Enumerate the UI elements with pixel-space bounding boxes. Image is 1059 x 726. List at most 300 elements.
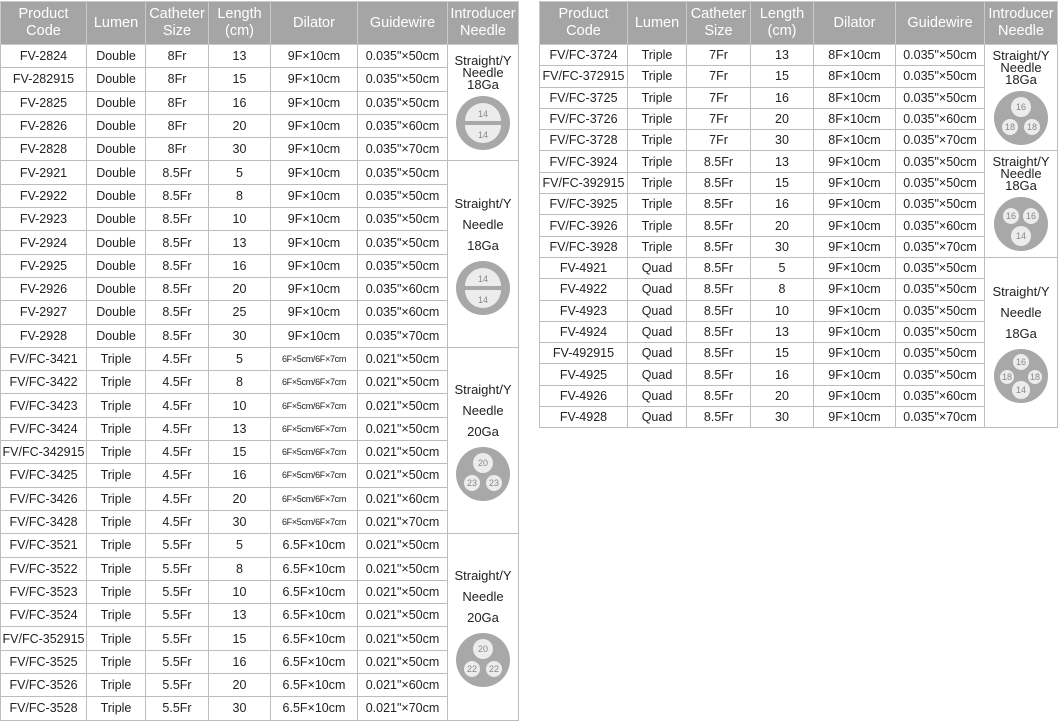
needle-label-line: Straight/Y	[454, 195, 512, 211]
cell-product-code: FV-4928	[540, 407, 628, 428]
lumen-gauge-label: 23	[466, 478, 478, 489]
cell-product-code: FV/FC-3925	[540, 194, 628, 215]
cell-dilator: 9F×10cm	[271, 208, 358, 231]
cell-lumen: Quad	[628, 407, 687, 428]
cell-length: 20	[751, 215, 814, 236]
cell-lumen: Double	[87, 68, 146, 91]
table-row	[1, 371, 519, 394]
cell-catheter-size: 8.5Fr	[146, 231, 209, 254]
cell-product-code: FV-2826	[1, 114, 87, 137]
cell-guidewire: 0.021"×60cm	[358, 674, 448, 697]
cell-product-code: FV/FC-342915	[1, 441, 87, 464]
cell-dilator: 6F×5cm/6F×7cm	[271, 441, 358, 464]
cell-dilator: 9F×10cm	[814, 172, 896, 193]
cell-length: 8	[209, 184, 271, 207]
needle-label	[448, 379, 518, 442]
cell-product-code: FV/FC-3426	[1, 487, 87, 510]
cell-guidewire: 0.035"×50cm	[358, 68, 448, 91]
cell-guidewire: 0.021"×50cm	[358, 534, 448, 557]
table-row	[540, 194, 1058, 215]
cell-lumen: Triple	[628, 236, 687, 257]
table-body	[540, 45, 1058, 428]
table-header	[1, 2, 519, 45]
cell-dilator: 6.5F×10cm	[271, 627, 358, 650]
cell-guidewire: 0.021"×50cm	[358, 604, 448, 627]
cell-length: 15	[209, 441, 271, 464]
table-row	[1, 697, 519, 720]
header-row	[1, 2, 519, 45]
cell-guidewire: 0.035"×50cm	[358, 184, 448, 207]
column-header-dilator	[814, 2, 896, 45]
cell-guidewire: 0.021"×50cm	[358, 580, 448, 603]
cell-length: 20	[209, 487, 271, 510]
cell-lumen: Double	[87, 161, 146, 184]
column-header-needle	[985, 2, 1058, 45]
cell-catheter-size: 8.5Fr	[687, 300, 751, 321]
cell-dilator: 9F×10cm	[814, 407, 896, 428]
triple-lumen-icon	[455, 632, 511, 688]
cell-lumen: Double	[87, 231, 146, 254]
cell-catheter-size: 7Fr	[687, 130, 751, 151]
cell-dilator: 9F×10cm	[271, 161, 358, 184]
cell-guidewire: 0.035"×50cm	[896, 300, 985, 321]
introducer-needle-cell	[448, 45, 519, 161]
cell-lumen: Quad	[628, 321, 687, 342]
table-row	[540, 66, 1058, 87]
cell-length: 15	[209, 68, 271, 91]
cell-dilator: 6.5F×10cm	[271, 604, 358, 627]
lumen-gauge-label: 18	[1029, 372, 1041, 383]
cell-catheter-size: 8Fr	[146, 114, 209, 137]
needle-label-line: Needle	[462, 216, 504, 232]
cell-lumen: Triple	[628, 45, 687, 66]
cell-length: 13	[209, 604, 271, 627]
cell-lumen: Double	[87, 45, 146, 68]
cell-length: 5	[751, 257, 814, 278]
cell-catheter-size: 4.5Fr	[146, 441, 209, 464]
cell-product-code: FV/FC-3525	[1, 650, 87, 673]
header-label: Lumen	[93, 14, 139, 31]
table-row	[540, 407, 1058, 428]
table-row	[1, 254, 519, 277]
cell-length: 5	[209, 161, 271, 184]
table-row	[540, 215, 1058, 236]
cell-lumen: Quad	[628, 300, 687, 321]
cell-length: 16	[751, 87, 814, 108]
cell-catheter-size: 8.5Fr	[687, 194, 751, 215]
cell-guidewire: 0.035"×60cm	[358, 301, 448, 324]
triple-lumen-icon	[993, 90, 1049, 146]
cell-product-code: FV-4921	[540, 257, 628, 278]
cell-lumen: Double	[87, 138, 146, 161]
lumen-gauge-label: 16	[1025, 211, 1037, 222]
cell-catheter-size: 8.5Fr	[146, 301, 209, 324]
lumen-gauge-label: 20	[477, 458, 489, 469]
cell-product-code: FV/FC-3724	[540, 45, 628, 66]
table-row	[1, 114, 519, 137]
cell-guidewire: 0.035"×60cm	[896, 215, 985, 236]
cell-product-code: FV-2928	[1, 324, 87, 347]
cell-length: 20	[209, 277, 271, 300]
cell-dilator: 9F×10cm	[271, 254, 358, 277]
table-row	[540, 172, 1058, 193]
cell-length: 10	[209, 394, 271, 417]
table-row	[540, 257, 1058, 278]
table-row	[1, 510, 519, 533]
cell-dilator: 9F×10cm	[814, 385, 896, 406]
cell-lumen: Double	[87, 324, 146, 347]
cell-guidewire: 0.035"×60cm	[358, 114, 448, 137]
cell-length: 20	[209, 674, 271, 697]
table-row	[1, 557, 519, 580]
cell-product-code: FV/FC-3926	[540, 215, 628, 236]
cell-catheter-size: 7Fr	[687, 45, 751, 66]
table-row	[540, 300, 1058, 321]
cell-catheter-size: 5.5Fr	[146, 580, 209, 603]
lumen-gauge-label: 18	[1004, 121, 1016, 132]
needle-label	[985, 281, 1057, 344]
cell-dilator: 6.5F×10cm	[271, 580, 358, 603]
cell-length: 13	[751, 45, 814, 66]
cell-dilator: 9F×10cm	[271, 231, 358, 254]
cell-dilator: 9F×10cm	[814, 321, 896, 342]
cell-length: 10	[209, 208, 271, 231]
table-row	[540, 364, 1058, 385]
lumen-gauge-label: 22	[488, 664, 500, 675]
cell-guidewire: 0.035"×70cm	[358, 138, 448, 161]
cell-guidewire: 0.035"×50cm	[358, 208, 448, 231]
cell-product-code: FV/FC-3521	[1, 534, 87, 557]
cell-product-code: FV-2924	[1, 231, 87, 254]
cell-dilator: 9F×10cm	[814, 236, 896, 257]
product-spec-table-left	[0, 1, 519, 721]
cell-dilator: 9F×10cm	[814, 257, 896, 278]
cell-guidewire: 0.035"×50cm	[358, 45, 448, 68]
needle-label-line: 20Ga	[467, 610, 499, 626]
cell-lumen: Triple	[87, 510, 146, 533]
cell-lumen: Quad	[628, 364, 687, 385]
column-header-length	[209, 2, 271, 45]
header-row	[540, 2, 1058, 45]
cell-length: 16	[209, 91, 271, 114]
cell-guidewire: 0.035"×50cm	[358, 91, 448, 114]
cell-product-code: FV-4923	[540, 300, 628, 321]
cell-dilator: 6F×5cm/6F×7cm	[271, 394, 358, 417]
cell-product-code: FV/FC-3522	[1, 557, 87, 580]
cell-lumen: Triple	[87, 347, 146, 370]
cell-lumen: Triple	[87, 650, 146, 673]
cell-guidewire: 0.035"×50cm	[896, 364, 985, 385]
cell-product-code: FV/FC-3728	[540, 130, 628, 151]
cell-guidewire: 0.021"×50cm	[358, 417, 448, 440]
needle-label	[985, 156, 1057, 192]
needle-label-line: Straight/Y	[454, 52, 512, 68]
cell-guidewire: 0.035"×60cm	[358, 277, 448, 300]
cell-dilator: 9F×10cm	[271, 277, 358, 300]
cell-product-code: FV/FC-3422	[1, 371, 87, 394]
table-row	[1, 394, 519, 417]
column-header-lumen	[628, 2, 687, 45]
cell-length: 20	[751, 385, 814, 406]
cell-catheter-size: 5.5Fr	[146, 650, 209, 673]
cell-guidewire: 0.035"×50cm	[896, 45, 985, 66]
cell-product-code: FV-282915	[1, 68, 87, 91]
introducer-needle-cell	[448, 161, 519, 347]
column-header-dilator	[271, 2, 358, 45]
header-label: Code	[26, 23, 61, 39]
cell-lumen: Triple	[87, 464, 146, 487]
cell-lumen: Triple	[87, 674, 146, 697]
cell-lumen: Quad	[628, 343, 687, 364]
cell-guidewire: 0.035"×60cm	[896, 385, 985, 406]
table-row	[540, 108, 1058, 129]
header-label: Lumen	[634, 14, 680, 31]
cell-catheter-size: 4.5Fr	[146, 510, 209, 533]
cell-length: 30	[209, 324, 271, 347]
cell-lumen: Double	[87, 277, 146, 300]
table-row	[1, 161, 519, 184]
cell-guidewire: 0.035"×60cm	[896, 108, 985, 129]
column-header-needle	[448, 2, 519, 45]
table-row	[1, 604, 519, 627]
cell-product-code: FV/FC-3423	[1, 394, 87, 417]
cell-length: 20	[209, 114, 271, 137]
header-label: Needle	[460, 23, 506, 39]
triple-lumen-icon	[993, 348, 1049, 404]
table-row	[1, 231, 519, 254]
table-row	[1, 674, 519, 697]
cell-length: 30	[209, 138, 271, 161]
cell-length: 16	[209, 464, 271, 487]
table-row	[1, 324, 519, 347]
double-lumen-icon	[455, 260, 511, 316]
cell-product-code: FV-4922	[540, 279, 628, 300]
table-body	[1, 45, 519, 721]
cell-guidewire: 0.035"×70cm	[358, 324, 448, 347]
table-row	[1, 68, 519, 91]
table-row	[1, 184, 519, 207]
cell-catheter-size: 8.5Fr	[146, 161, 209, 184]
needle-label-line: Straight/Y	[454, 382, 512, 398]
needle-label-line: Needle	[462, 64, 504, 80]
cell-lumen: Triple	[87, 580, 146, 603]
header-label: (cm)	[767, 23, 797, 39]
table-row	[1, 487, 519, 510]
cell-lumen: Triple	[628, 215, 687, 236]
cell-catheter-size: 7Fr	[687, 87, 751, 108]
cell-lumen: Triple	[87, 441, 146, 464]
cell-lumen: Triple	[87, 604, 146, 627]
cell-product-code: FV/FC-3528	[1, 697, 87, 720]
cell-dilator: 9F×10cm	[271, 91, 358, 114]
cell-dilator: 6F×5cm/6F×7cm	[271, 371, 358, 394]
lumen-gauge-label: 18	[1026, 121, 1038, 132]
cell-product-code: FV/FC-3524	[1, 604, 87, 627]
cell-product-code: FV-2925	[1, 254, 87, 277]
cell-guidewire: 0.035"×50cm	[896, 172, 985, 193]
column-header-product	[540, 2, 628, 45]
cell-dilator: 6F×5cm/6F×7cm	[271, 347, 358, 370]
cell-catheter-size: 8Fr	[146, 68, 209, 91]
cell-lumen: Triple	[628, 108, 687, 129]
introducer-needle-cell	[448, 347, 519, 533]
cell-length: 8	[209, 557, 271, 580]
cell-lumen: Quad	[628, 385, 687, 406]
table-row	[540, 236, 1058, 257]
cell-dilator: 9F×10cm	[271, 324, 358, 347]
column-header-catheter	[687, 2, 751, 45]
cell-lumen: Double	[87, 208, 146, 231]
cell-guidewire: 0.035"×50cm	[896, 279, 985, 300]
cell-catheter-size: 8.5Fr	[146, 184, 209, 207]
needle-label-line: Straight/Y	[992, 284, 1050, 300]
column-header-product	[1, 2, 87, 45]
cell-product-code: FV/FC-392915	[540, 172, 628, 193]
cell-dilator: 6.5F×10cm	[271, 557, 358, 580]
table-row	[540, 45, 1058, 66]
needle-label-line: Straight/Y	[454, 568, 512, 584]
cell-product-code: FV/FC-3526	[1, 674, 87, 697]
cell-catheter-size: 8.5Fr	[146, 324, 209, 347]
cell-guidewire: 0.021"×50cm	[358, 347, 448, 370]
cell-guidewire: 0.021"×70cm	[358, 510, 448, 533]
cell-guidewire: 0.021"×50cm	[358, 557, 448, 580]
cell-length: 15	[209, 627, 271, 650]
lumen-gauge-label: 14	[1015, 231, 1027, 242]
lumen-gauge-label: 16	[1015, 101, 1027, 112]
triple-lumen-icon	[455, 446, 511, 502]
needle-label-line: Straight/Y	[992, 154, 1050, 170]
cell-dilator: 9F×10cm	[814, 364, 896, 385]
cell-product-code: FV/FC-372915	[540, 66, 628, 87]
cell-lumen: Triple	[87, 394, 146, 417]
needle-label-line: Needle	[1000, 59, 1042, 75]
cell-length: 16	[751, 364, 814, 385]
introducer-needle-cell	[985, 257, 1058, 427]
cell-length: 16	[209, 650, 271, 673]
cell-guidewire: 0.021"×50cm	[358, 394, 448, 417]
needle-label-line: 18Ga	[467, 237, 499, 253]
header-label: Guidewire	[907, 14, 973, 31]
lumen-gauge-label: 16	[1015, 357, 1027, 368]
needle-label-line: Needle	[462, 403, 504, 419]
cell-guidewire: 0.035"×50cm	[896, 151, 985, 172]
needle-label-line: Straight/Y	[992, 47, 1050, 63]
needle-label-line: Needle	[1000, 166, 1042, 182]
table-row	[540, 279, 1058, 300]
header-label: Length	[759, 6, 805, 22]
cell-length: 15	[751, 66, 814, 87]
cell-lumen: Triple	[87, 487, 146, 510]
cell-dilator: 9F×10cm	[814, 279, 896, 300]
cell-lumen: Triple	[628, 172, 687, 193]
table-row	[540, 87, 1058, 108]
cell-lumen: Double	[87, 114, 146, 137]
needle-label	[448, 193, 518, 256]
cell-length: 20	[751, 108, 814, 129]
cell-guidewire: 0.035"×50cm	[896, 257, 985, 278]
cell-product-code: FV/FC-3523	[1, 580, 87, 603]
needle-label-line: 18Ga	[1005, 178, 1037, 194]
double-lumen-icon	[455, 95, 511, 151]
cell-dilator: 9F×10cm	[814, 300, 896, 321]
lumen-gauge-label: 16	[1005, 211, 1017, 222]
lumen-gauge-label: 20	[477, 644, 489, 655]
introducer-needle-cell	[985, 151, 1058, 257]
lumen-gauge-label: 23	[488, 478, 500, 489]
header-label: Dilator	[833, 14, 876, 31]
table-row	[1, 301, 519, 324]
column-header-guidewire	[358, 2, 448, 45]
cell-lumen: Quad	[628, 257, 687, 278]
header-label: Length	[217, 6, 262, 22]
cell-guidewire: 0.035"×70cm	[896, 130, 985, 151]
table-row	[540, 385, 1058, 406]
cell-dilator: 6.5F×10cm	[271, 650, 358, 673]
cell-dilator: 6.5F×10cm	[271, 534, 358, 557]
cell-lumen: Triple	[628, 87, 687, 108]
column-header-lumen	[87, 2, 146, 45]
lumen-gauge-label: 14	[477, 108, 489, 119]
product-spec-table-right	[539, 1, 1058, 428]
needle-label-line: 18Ga	[1005, 71, 1037, 87]
header-label: Catheter	[149, 6, 205, 22]
header-label: Catheter	[690, 6, 747, 22]
cell-length: 30	[751, 407, 814, 428]
introducer-needle-cell	[985, 45, 1058, 151]
cell-lumen: Triple	[628, 130, 687, 151]
cell-lumen: Double	[87, 301, 146, 324]
cell-product-code: FV/FC-3725	[540, 87, 628, 108]
cell-length: 15	[751, 172, 814, 193]
cell-catheter-size: 5.5Fr	[146, 697, 209, 720]
cell-dilator: 9F×10cm	[271, 114, 358, 137]
cell-product-code: FV-4925	[540, 364, 628, 385]
cell-length: 30	[751, 130, 814, 151]
table-row	[1, 534, 519, 557]
cell-product-code: FV/FC-3425	[1, 464, 87, 487]
cell-length: 10	[751, 300, 814, 321]
cell-guidewire: 0.021"×50cm	[358, 650, 448, 673]
table-row	[1, 208, 519, 231]
cell-product-code: FV/FC-3428	[1, 510, 87, 533]
table-row	[1, 441, 519, 464]
cell-catheter-size: 4.5Fr	[146, 487, 209, 510]
cell-dilator: 8F×10cm	[814, 66, 896, 87]
cell-guidewire: 0.035"×50cm	[358, 161, 448, 184]
table-row	[540, 343, 1058, 364]
cell-guidewire: 0.021"×60cm	[358, 487, 448, 510]
table-row	[540, 130, 1058, 151]
header-label: Guidewire	[369, 14, 436, 31]
column-header-catheter	[146, 2, 209, 45]
cell-dilator: 8F×10cm	[814, 130, 896, 151]
cell-catheter-size: 8.5Fr	[687, 364, 751, 385]
cell-lumen: Quad	[628, 279, 687, 300]
cell-length: 30	[209, 510, 271, 533]
cell-guidewire: 0.035"×70cm	[896, 236, 985, 257]
column-header-guidewire	[896, 2, 985, 45]
table-row	[1, 347, 519, 370]
needle-label-line: 18Ga	[1005, 326, 1037, 342]
cell-guidewire: 0.021"×50cm	[358, 464, 448, 487]
cell-product-code: FV/FC-3421	[1, 347, 87, 370]
cell-catheter-size: 8.5Fr	[687, 172, 751, 193]
cell-catheter-size: 8.5Fr	[146, 254, 209, 277]
needle-label-line: 18Ga	[467, 76, 499, 92]
cell-product-code: FV/FC-3726	[540, 108, 628, 129]
cell-lumen: Triple	[87, 557, 146, 580]
